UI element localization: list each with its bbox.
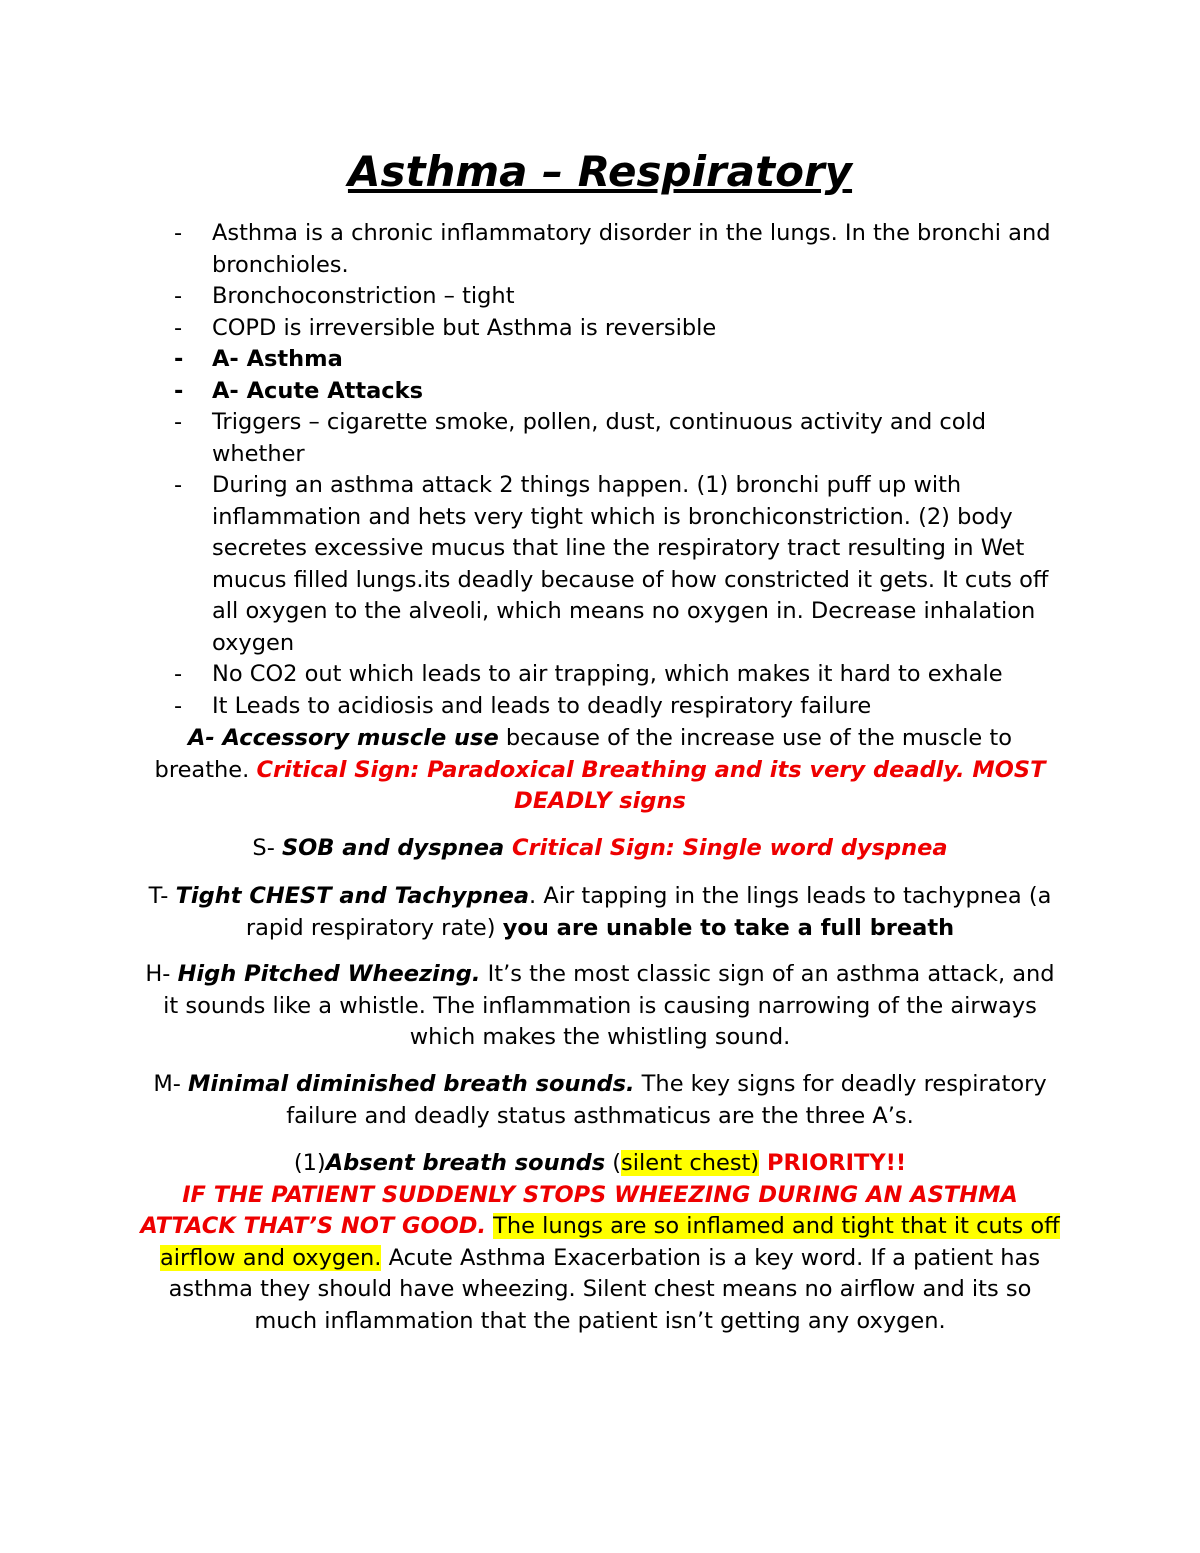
minimal-paragraph: [140, 1069, 1060, 1132]
tight-paragraph: [140, 881, 1060, 944]
high-text: It’s the most classic sign of an asthma attack, and it sounds like a whistle. The inflammation is causing narrowing of the airways which makes the whistling sound.: [163, 961, 1055, 1050]
accessory-term: A- Accessory muscle use: [187, 725, 499, 751]
bullet-marker: -: [174, 314, 183, 341]
list-item-text: During an asthma attack 2 things happen. (1) bronchi puff up with inflammation and hets very tight which is bronchiconstriction. (2) body secretes excessive mucus that line the respiratory tract resulting in Wet mucus filled lungs.its deadly because of how constricted it gets. It cuts off all oxygen to the alveoli, which means no oxygen in. Decrease inhalation oxygen: [212, 472, 1049, 656]
bullet-marker: -: [174, 692, 183, 719]
minimal-text: The key signs for deadly respiratory failure and deadly status asthmaticus are the three A’s.: [286, 1071, 1047, 1129]
bullet-marker: -: [174, 346, 184, 372]
absent-text: Acute Asthma Exacerbation is a key word. If a patient has asthma they should have wheezing. Silent chest means no airflow and its so much inflammation that the patient isn’t getting any oxygen.: [168, 1244, 1041, 1334]
bullet-marker: -: [174, 472, 183, 498]
list-item: [172, 691, 1052, 723]
sob-letter: S-: [252, 835, 282, 861]
bullet-marker: -: [174, 220, 183, 246]
absent-term: Absent breath sounds: [325, 1150, 606, 1176]
sob-critical-sign: Critical Sign: Single word dyspnea: [504, 835, 948, 861]
list-item-text: A- Acute Attacks: [212, 377, 424, 404]
accessory-text: because of the increase use of the muscle to breathe.: [154, 725, 1013, 783]
tight-bold-text: you are unable to take a full breath: [502, 914, 955, 941]
list-item-text: Asthma is a chronic inflammatory disorder in the lungs. In the bronchi and bronchioles.: [212, 220, 1051, 278]
absent-critical-warning: IF THE PATIENT SUDDENLY STOPS WHEEZING DURING AN ASTHMA ATTACK THAT’S NOT GOOD.: [140, 1181, 1018, 1239]
list-item-text: A- Asthma: [212, 346, 343, 372]
list-item: [172, 470, 1052, 659]
list-item: [172, 313, 1052, 345]
high-letter: H-: [145, 961, 178, 987]
tight-text: . Air tapping in the lings leads to tachypnea (a rapid respiratory rate): [245, 883, 1052, 941]
list-item-text: It Leads to acidiosis and leads to deadly respiratory failure: [212, 692, 872, 719]
silent-chest-highlight: silent chest): [621, 1150, 760, 1176]
minimal-term: Minimal diminished breath sounds.: [188, 1071, 635, 1097]
absent-paragraph: [140, 1148, 1060, 1337]
list-item: [172, 281, 1052, 313]
list-item-text: Triggers – cigarette smoke, pollen, dust, continuous activity and cold whether: [212, 409, 987, 467]
inflamed-lungs-highlight: The lungs are so inflamed and tight that it cuts off airflow and oxygen.: [159, 1213, 1060, 1271]
high-paragraph: [140, 959, 1060, 1054]
list-item: [172, 376, 1052, 408]
page-title: Asthma – Respiratory: [347, 147, 853, 196]
bullet-marker: -: [174, 377, 184, 404]
tight-term: Tight CHEST and Tachypnea: [175, 883, 530, 909]
accessory-critical-sign: Critical Sign: Paradoxical Breathing and its very deadly. MOST DEADLY signs: [256, 756, 1046, 814]
absent-open: (: [605, 1150, 622, 1176]
bullet-marker: -: [174, 661, 183, 687]
accessory-paragraph: [140, 723, 1060, 818]
list-item-text: No CO2 out which leads to air trapping, which makes it hard to exhale: [212, 661, 1003, 687]
bullet-marker: -: [174, 409, 183, 435]
tight-letter: T-: [148, 883, 176, 909]
list-item-text: Bronchoconstriction – tight: [212, 283, 515, 309]
bullet-list: [172, 218, 1052, 722]
minimal-letter: M-: [153, 1071, 189, 1097]
list-item: [172, 407, 1052, 470]
sob-term: SOB and dyspnea: [281, 835, 505, 861]
list-item: [172, 659, 1052, 691]
list-item: [172, 344, 1052, 376]
absent-number: (1): [293, 1150, 326, 1176]
list-item-text: COPD is irreversible but Asthma is reversible: [212, 314, 717, 341]
sob-paragraph: [140, 833, 1060, 865]
bullet-marker: -: [174, 283, 183, 309]
priority-label: PRIORITY!!: [759, 1150, 907, 1176]
list-item: [172, 218, 1052, 281]
high-term: High Pitched Wheezing.: [177, 961, 481, 987]
